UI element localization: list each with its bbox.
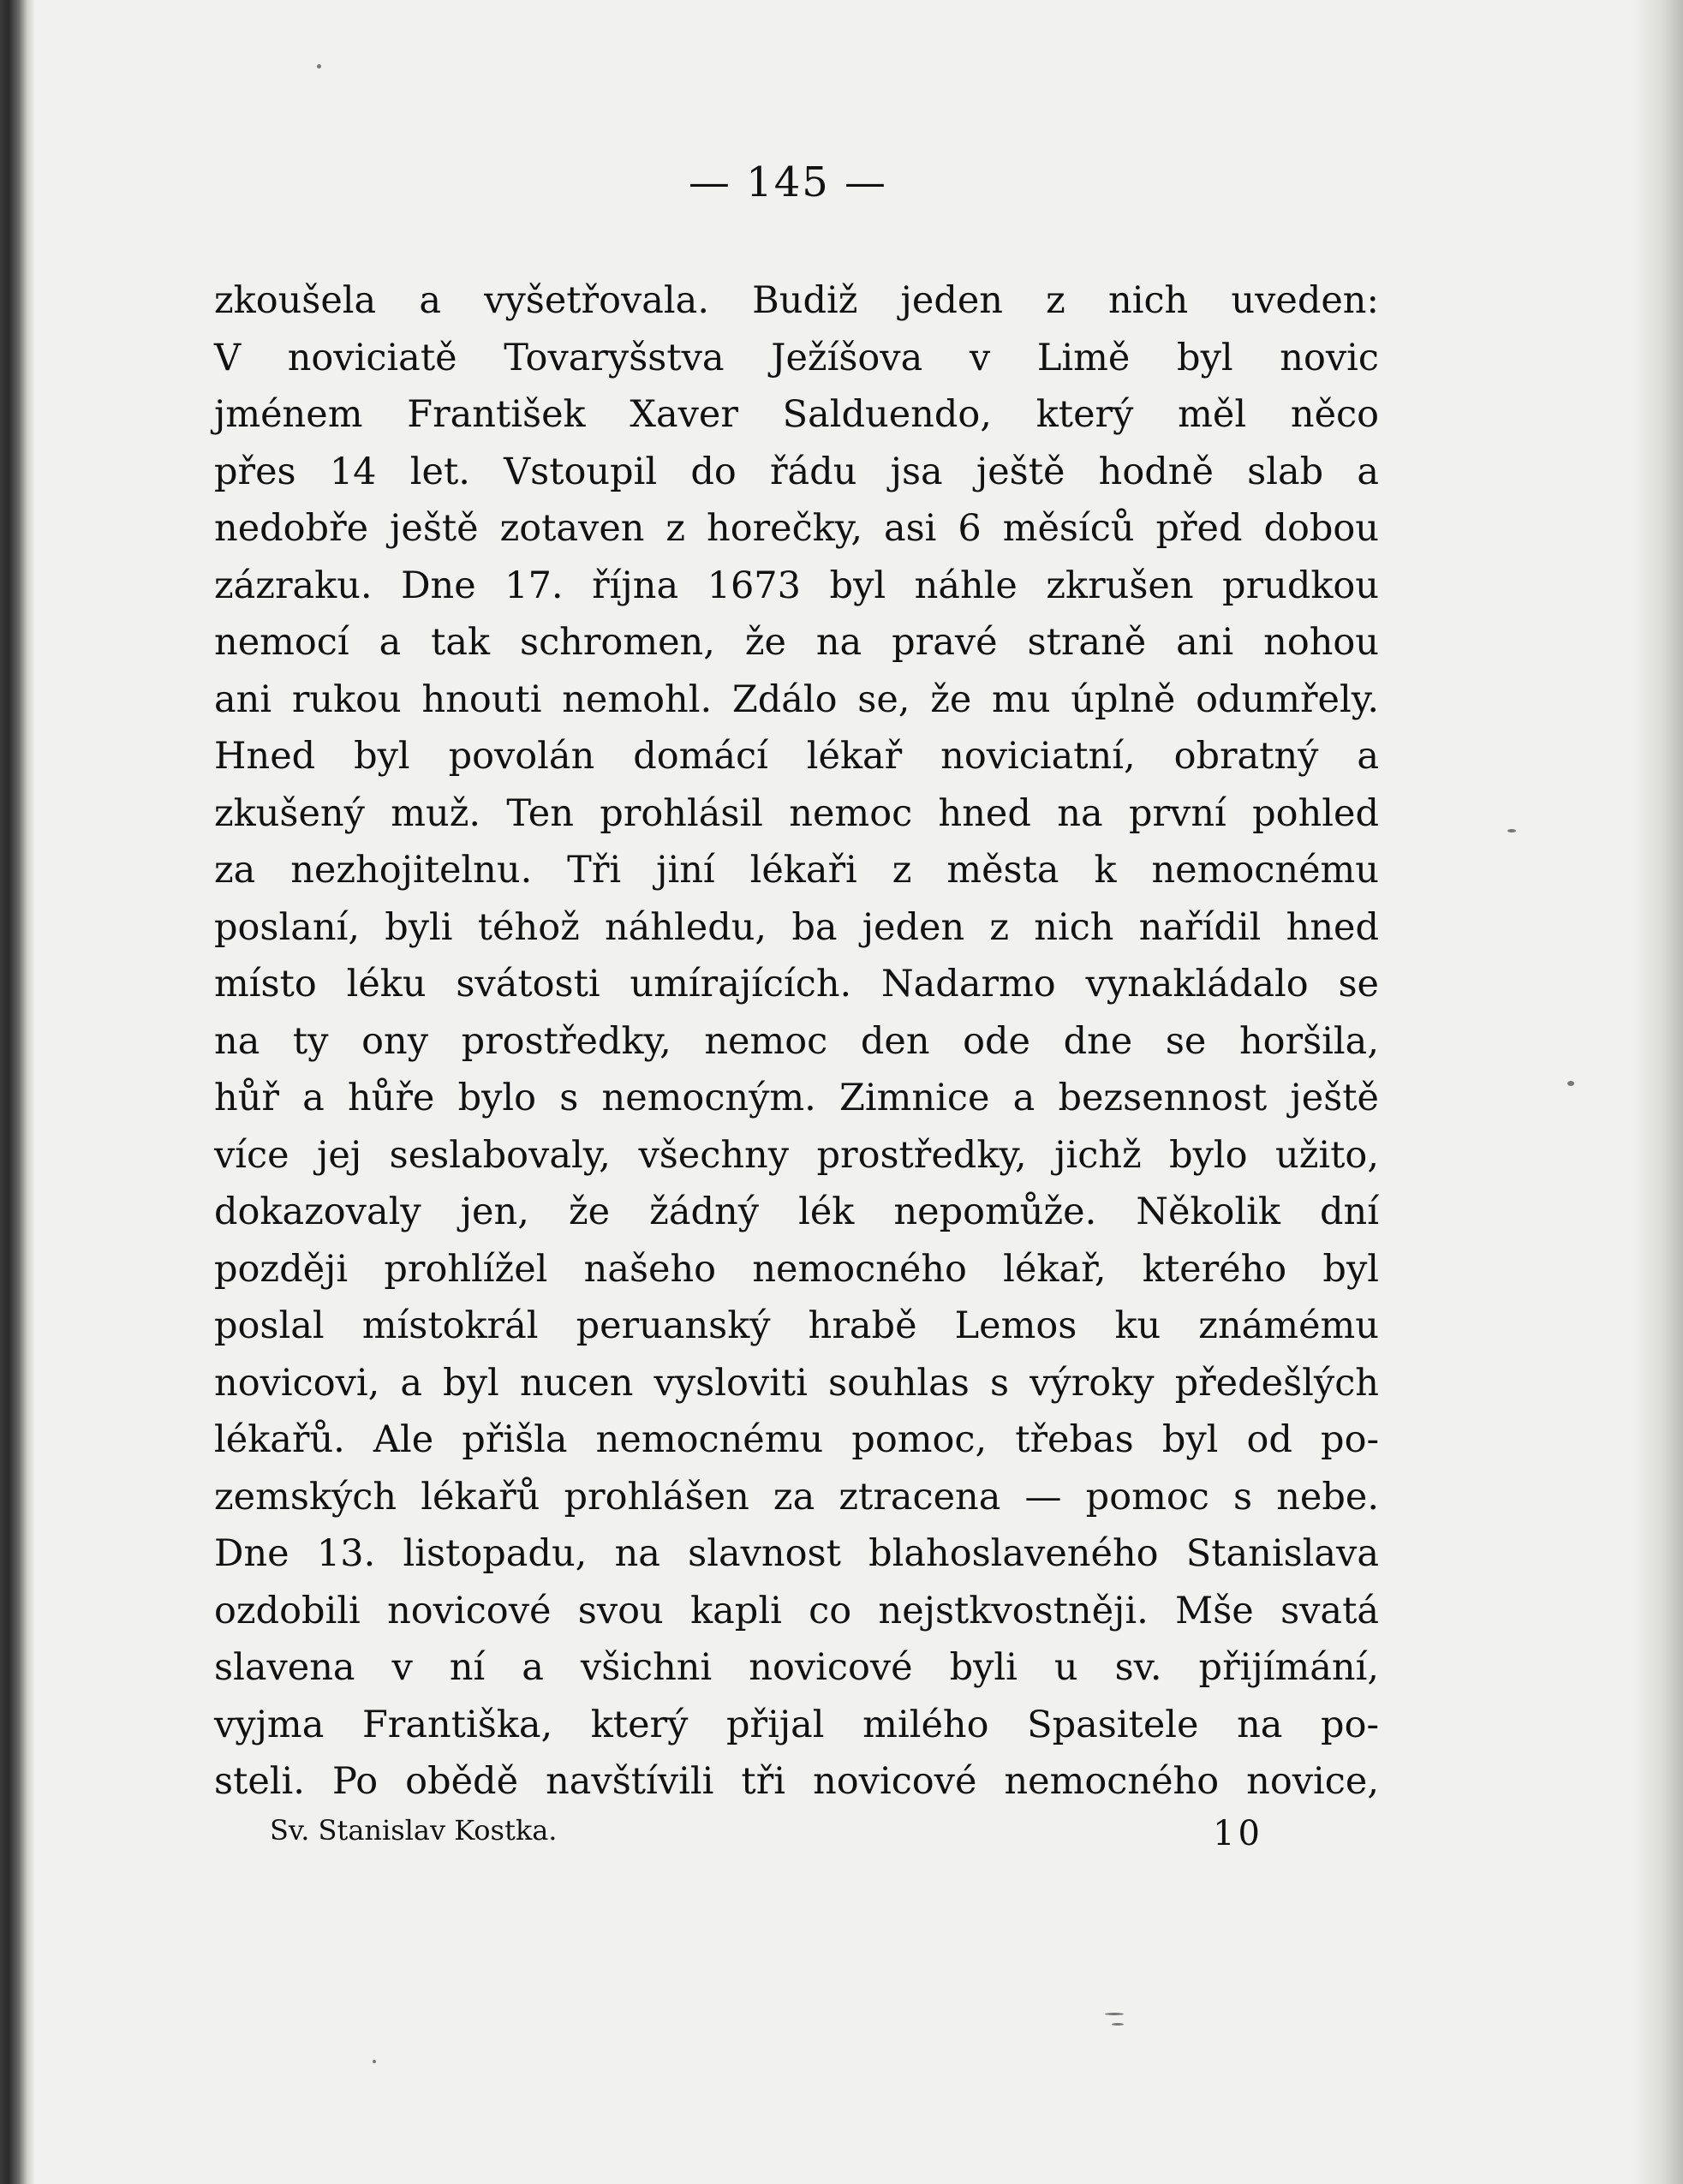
text-line: hůř a hůře bylo s nemocným. Zimnice a bezsennost ještě xyxy=(214,1077,1379,1119)
text-line: ani rukou hnouti nemohl. Zdálo se, že mu úplně odumřely. xyxy=(214,677,1379,721)
text-line: Dne 13. listopadu, na slavnost blahoslaveného Stanislava xyxy=(214,1532,1379,1575)
text-line: místo léku svátosti umírajících. Nadarmo vynakládalo se xyxy=(214,963,1379,1005)
text-line: lékařů. Ale přišla nemocnému pomoc, třebas byl od po- xyxy=(214,1418,1379,1461)
text-line: poslal místokrál peruanský hrabě Lemos ku známému xyxy=(214,1304,1379,1347)
text-line: nedobře ještě zotaven z horečky, asi 6 měsíců před dobou xyxy=(214,507,1379,550)
text-line: Hned byl povolán domácí lékař noviciatní, obratný a xyxy=(214,735,1379,778)
text-line: ozdobili novicové svou kapli co nejstkvostněji. Mše svatá xyxy=(214,1589,1379,1632)
text-line: zázraku. Dne 17. října 1673 byl náhle zkrušen prudkou xyxy=(214,564,1379,607)
scan-speck xyxy=(1507,829,1516,832)
binding-edge xyxy=(0,0,34,2184)
text-line: později prohlížel našeho nemocného lékař, kterého byl xyxy=(214,1247,1379,1291)
text-line: V noviciatě Tovaryšstva Ježíšova v Limě byl novic xyxy=(214,336,1379,379)
text-line: na ty ony prostředky, nemoc den ode dne se horšila, xyxy=(214,1019,1379,1063)
signature-title: Sv. Stanislav Kostka. xyxy=(270,1814,558,1847)
text-line: přes 14 let. Vstoupil do řádu jsa ještě hodně slab a xyxy=(214,450,1379,493)
text-line: novicovi, a byl nucen vysloviti souhlas s výroky předešlých xyxy=(214,1361,1379,1405)
scan-speck xyxy=(317,64,321,69)
signature-footer xyxy=(270,1814,1263,1853)
text-line: více jej seslabovaly, všechny prostředky, jichž bylo užito, xyxy=(214,1133,1379,1177)
text-line: nemocí a tak schromen, že na pravé straně ani nohou xyxy=(214,621,1379,664)
page-number: — 145 — xyxy=(688,158,888,206)
text-line: za nezhojitelnu. Tři jiní lékaři z města k nemocnému xyxy=(214,849,1379,892)
text-line: zkoušela a vyšetřovala. Budiž jeden z nich uveden: xyxy=(214,279,1379,322)
text-line: slavena v ní a všichni novicové byli u sv. přijímání, xyxy=(214,1646,1379,1689)
page-edge-shadow xyxy=(1632,0,1683,2184)
text-line: zkušený muž. Ten prohlásil nemoc hned na první pohled xyxy=(214,791,1379,835)
scan-speck xyxy=(1567,1081,1574,1086)
text-line: poslaní, byli téhož náhledu, ba jeden z nich nařídil hned xyxy=(214,905,1379,949)
text-line: zemských lékařů prohlášen za ztracena — pomoc s nebe. xyxy=(214,1475,1379,1519)
text-line: dokazovaly jen, že žádný lék nepomůže. Několik dní xyxy=(214,1190,1379,1233)
scan-speck xyxy=(1105,2013,1124,2015)
text-line: vyjma Františka, který přijal milého Spasitele na po- xyxy=(214,1703,1379,1746)
scan-speck xyxy=(373,2060,376,2063)
scan-speck xyxy=(1112,2023,1124,2026)
signature-number: 10 xyxy=(1213,1814,1263,1853)
body-text xyxy=(214,272,1379,1811)
text-line: jménem František Xaver Salduendo, který měl něco xyxy=(214,393,1379,436)
text-line: steli. Po obědě navštívili tři novicové nemocného novice, xyxy=(214,1760,1379,1803)
